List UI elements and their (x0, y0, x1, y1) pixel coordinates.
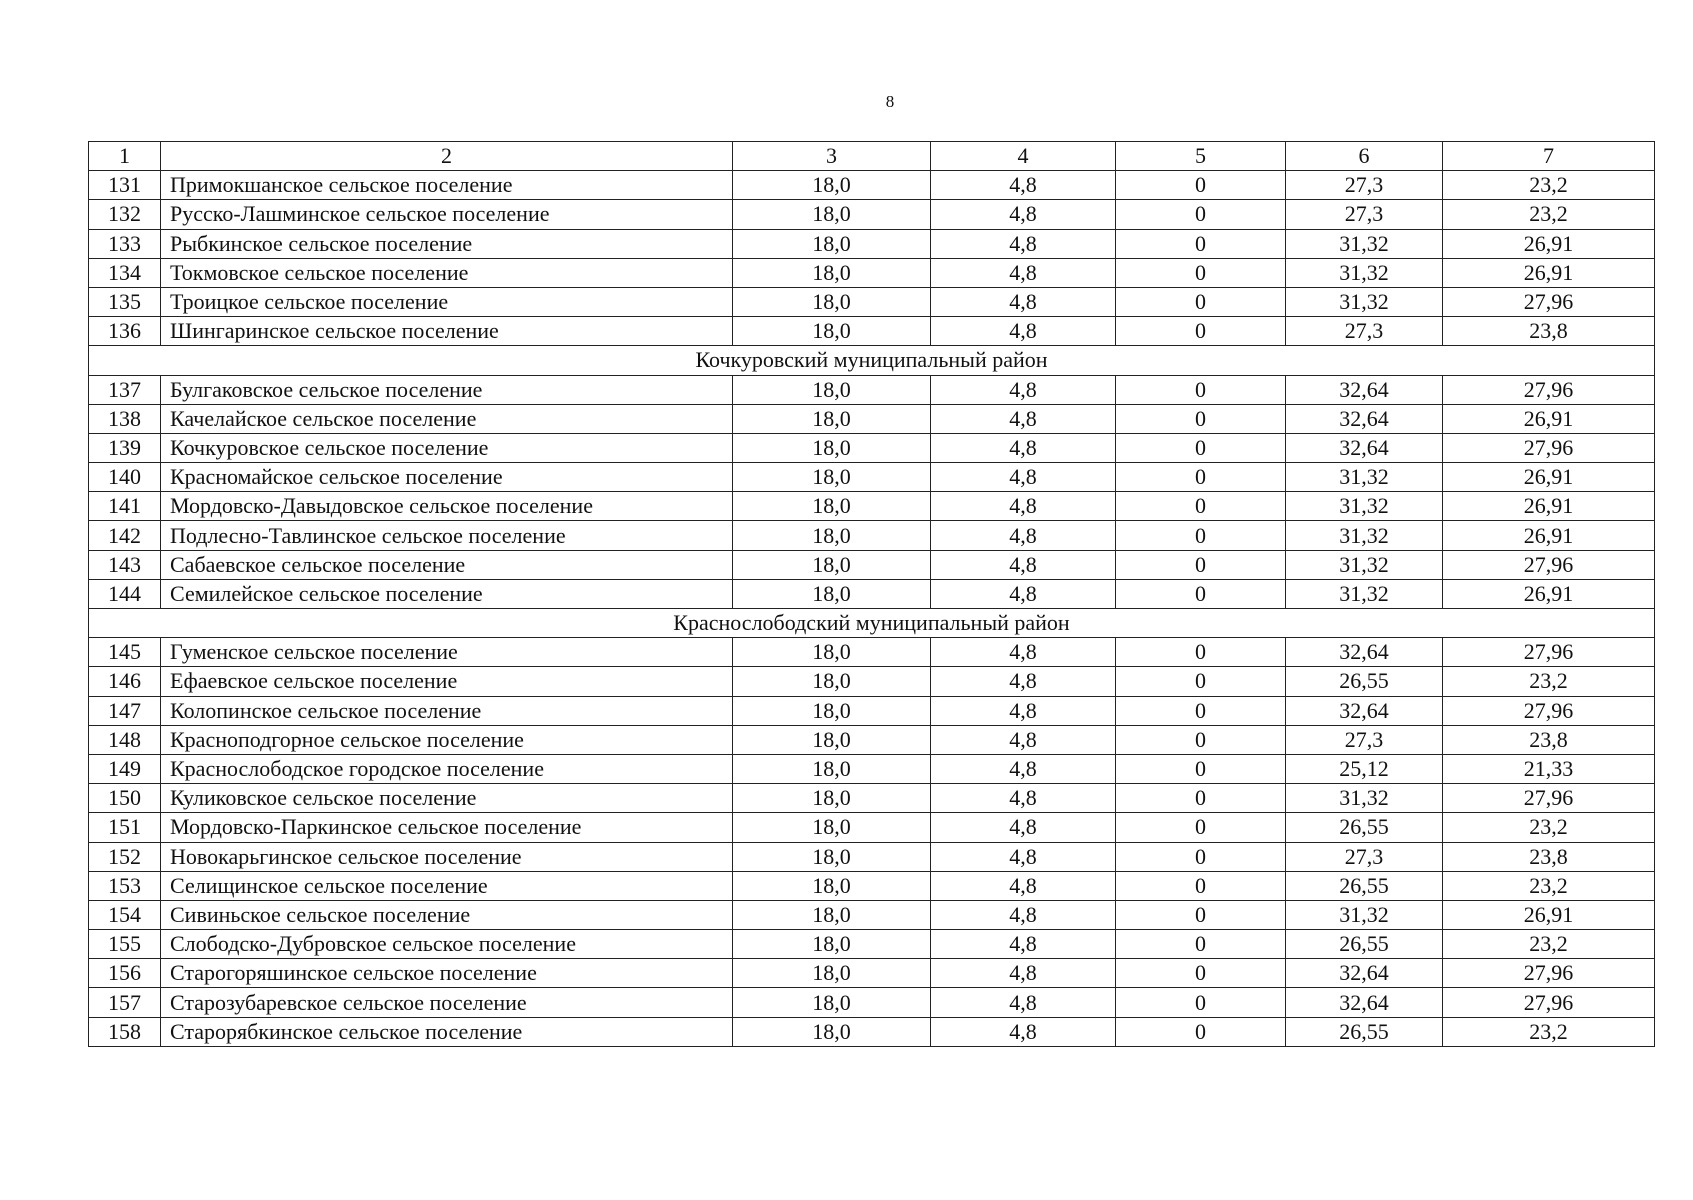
table-row (89, 988, 1655, 1017)
col6-cell: 31,32 (1286, 784, 1443, 813)
col7-cell: 26,91 (1443, 258, 1655, 287)
table-row (89, 375, 1655, 404)
col6-cell: 27,3 (1286, 200, 1443, 229)
col7-cell: 23,2 (1443, 1017, 1655, 1046)
col7-cell: 26,91 (1443, 229, 1655, 258)
col6-cell: 26,55 (1286, 813, 1443, 842)
col4-cell: 4,8 (931, 200, 1116, 229)
col7-cell: 23,8 (1443, 842, 1655, 871)
settlement-name-cell: Краснослободское городское поселение (161, 754, 733, 783)
row-number-cell: 143 (89, 550, 161, 579)
col4-cell: 4,8 (931, 784, 1116, 813)
col4-cell: 4,8 (931, 492, 1116, 521)
col4-cell: 4,8 (931, 404, 1116, 433)
col5-cell: 0 (1116, 784, 1286, 813)
row-number-cell: 144 (89, 579, 161, 608)
table-row (89, 521, 1655, 550)
col4-cell: 4,8 (931, 375, 1116, 404)
table-row (89, 871, 1655, 900)
data-table (88, 141, 1655, 1047)
col5-cell: 0 (1116, 550, 1286, 579)
row-number-cell: 152 (89, 842, 161, 871)
col6-cell: 26,55 (1286, 871, 1443, 900)
col3-cell: 18,0 (733, 1017, 931, 1046)
col5-cell: 0 (1116, 813, 1286, 842)
settlement-name-cell: Куликовское сельское поселение (161, 784, 733, 813)
row-number-cell: 135 (89, 287, 161, 316)
col3-cell: 18,0 (733, 667, 931, 696)
header-row (89, 142, 1655, 171)
table-row (89, 258, 1655, 287)
settlement-name-cell: Колопинское сельское поселение (161, 696, 733, 725)
col5-cell: 0 (1116, 404, 1286, 433)
table-row (89, 287, 1655, 316)
table-row (89, 171, 1655, 200)
table-row (89, 550, 1655, 579)
col3-cell: 18,0 (733, 988, 931, 1017)
row-number-cell: 133 (89, 229, 161, 258)
col5-cell: 0 (1116, 375, 1286, 404)
col6-cell: 31,32 (1286, 229, 1443, 258)
col6-cell: 32,64 (1286, 638, 1443, 667)
table-row (89, 725, 1655, 754)
col6-cell: 31,32 (1286, 258, 1443, 287)
col3-cell: 18,0 (733, 696, 931, 725)
col4-cell: 4,8 (931, 667, 1116, 696)
row-number-cell: 153 (89, 871, 161, 900)
col3-cell: 18,0 (733, 433, 931, 462)
settlement-name-cell: Семилейское сельское поселение (161, 579, 733, 608)
col5-cell: 0 (1116, 317, 1286, 346)
table-row (89, 754, 1655, 783)
settlement-name-cell: Новокарьгинское сельское поселение (161, 842, 733, 871)
col6-cell: 32,64 (1286, 696, 1443, 725)
col5-cell: 0 (1116, 171, 1286, 200)
header-cell: 3 (733, 142, 931, 171)
settlement-name-cell: Слободско-Дубровское сельское поселение (161, 930, 733, 959)
table-body (89, 142, 1655, 1047)
col7-cell: 26,91 (1443, 579, 1655, 608)
col4-cell: 4,8 (931, 433, 1116, 462)
header-cell: 6 (1286, 142, 1443, 171)
col3-cell: 18,0 (733, 900, 931, 929)
col4-cell: 4,8 (931, 988, 1116, 1017)
col5-cell: 0 (1116, 900, 1286, 929)
col6-cell: 31,32 (1286, 463, 1443, 492)
col3-cell: 18,0 (733, 229, 931, 258)
settlement-name-cell: Старогоряшинское сельское поселение (161, 959, 733, 988)
col4-cell: 4,8 (931, 696, 1116, 725)
col5-cell: 0 (1116, 667, 1286, 696)
row-number-cell: 136 (89, 317, 161, 346)
row-number-cell: 142 (89, 521, 161, 550)
col3-cell: 18,0 (733, 784, 931, 813)
col4-cell: 4,8 (931, 754, 1116, 783)
col6-cell: 32,64 (1286, 433, 1443, 462)
col7-cell: 26,91 (1443, 492, 1655, 521)
row-number-cell: 139 (89, 433, 161, 462)
table-row (89, 579, 1655, 608)
settlement-name-cell: Сабаевское сельское поселение (161, 550, 733, 579)
table-row (89, 784, 1655, 813)
col3-cell: 18,0 (733, 317, 931, 346)
col7-cell: 23,8 (1443, 317, 1655, 346)
settlement-name-cell: Токмовское сельское поселение (161, 258, 733, 287)
col3-cell: 18,0 (733, 287, 931, 316)
row-number-cell: 131 (89, 171, 161, 200)
settlement-name-cell: Сивиньское сельское поселение (161, 900, 733, 929)
col5-cell: 0 (1116, 959, 1286, 988)
col5-cell: 0 (1116, 463, 1286, 492)
row-number-cell: 150 (89, 784, 161, 813)
col7-cell: 21,33 (1443, 754, 1655, 783)
settlement-name-cell: Мордовско-Паркинское сельское поселение (161, 813, 733, 842)
col3-cell: 18,0 (733, 463, 931, 492)
col6-cell: 32,64 (1286, 988, 1443, 1017)
col7-cell: 23,2 (1443, 200, 1655, 229)
col4-cell: 4,8 (931, 463, 1116, 492)
col4-cell: 4,8 (931, 258, 1116, 287)
col5-cell: 0 (1116, 696, 1286, 725)
table-row (89, 959, 1655, 988)
settlement-name-cell: Качелайское сельское поселение (161, 404, 733, 433)
col5-cell: 0 (1116, 638, 1286, 667)
col7-cell: 27,96 (1443, 375, 1655, 404)
section-header-row (89, 609, 1655, 638)
col6-cell: 32,64 (1286, 375, 1443, 404)
col7-cell: 27,96 (1443, 988, 1655, 1017)
col4-cell: 4,8 (931, 171, 1116, 200)
col3-cell: 18,0 (733, 200, 931, 229)
col5-cell: 0 (1116, 754, 1286, 783)
col6-cell: 31,32 (1286, 492, 1443, 521)
row-number-cell: 149 (89, 754, 161, 783)
header-cell: 5 (1116, 142, 1286, 171)
col4-cell: 4,8 (931, 813, 1116, 842)
col4-cell: 4,8 (931, 842, 1116, 871)
table-row (89, 317, 1655, 346)
col4-cell: 4,8 (931, 550, 1116, 579)
settlement-name-cell: Селищинское сельское поселение (161, 871, 733, 900)
row-number-cell: 156 (89, 959, 161, 988)
table-row (89, 638, 1655, 667)
col7-cell: 27,96 (1443, 959, 1655, 988)
table-row (89, 842, 1655, 871)
col5-cell: 0 (1116, 871, 1286, 900)
row-number-cell: 138 (89, 404, 161, 433)
table-row (89, 492, 1655, 521)
col7-cell: 27,96 (1443, 433, 1655, 462)
col6-cell: 31,32 (1286, 579, 1443, 608)
col5-cell: 0 (1116, 988, 1286, 1017)
col6-cell: 27,3 (1286, 317, 1443, 346)
settlement-name-cell: Красномайское сельское поселение (161, 463, 733, 492)
col3-cell: 18,0 (733, 930, 931, 959)
col3-cell: 18,0 (733, 959, 931, 988)
col4-cell: 4,8 (931, 579, 1116, 608)
col7-cell: 23,2 (1443, 930, 1655, 959)
col3-cell: 18,0 (733, 404, 931, 433)
col5-cell: 0 (1116, 258, 1286, 287)
row-number-cell: 154 (89, 900, 161, 929)
section-title: Кочкуровский муниципальный район (89, 346, 1655, 375)
col6-cell: 31,32 (1286, 521, 1443, 550)
row-number-cell: 151 (89, 813, 161, 842)
col3-cell: 18,0 (733, 579, 931, 608)
col5-cell: 0 (1116, 579, 1286, 608)
settlement-name-cell: Гуменское сельское поселение (161, 638, 733, 667)
col4-cell: 4,8 (931, 317, 1116, 346)
col6-cell: 31,32 (1286, 287, 1443, 316)
row-number-cell: 140 (89, 463, 161, 492)
col7-cell: 23,2 (1443, 813, 1655, 842)
col6-cell: 25,12 (1286, 754, 1443, 783)
col7-cell: 23,2 (1443, 667, 1655, 696)
col3-cell: 18,0 (733, 375, 931, 404)
col3-cell: 18,0 (733, 492, 931, 521)
header-cell: 7 (1443, 142, 1655, 171)
col4-cell: 4,8 (931, 900, 1116, 929)
col4-cell: 4,8 (931, 725, 1116, 754)
row-number-cell: 141 (89, 492, 161, 521)
row-number-cell: 157 (89, 988, 161, 1017)
table-row (89, 463, 1655, 492)
col7-cell: 27,96 (1443, 287, 1655, 316)
col4-cell: 4,8 (931, 287, 1116, 316)
col6-cell: 32,64 (1286, 959, 1443, 988)
col7-cell: 27,96 (1443, 550, 1655, 579)
header-cell: 4 (931, 142, 1116, 171)
row-number-cell: 132 (89, 200, 161, 229)
settlement-name-cell: Шингаринское сельское поселение (161, 317, 733, 346)
settlement-name-cell: Красноподгорное сельское поселение (161, 725, 733, 754)
col6-cell: 32,64 (1286, 404, 1443, 433)
header-cell: 2 (161, 142, 733, 171)
col6-cell: 26,55 (1286, 667, 1443, 696)
table-row (89, 696, 1655, 725)
row-number-cell: 158 (89, 1017, 161, 1046)
col4-cell: 4,8 (931, 930, 1116, 959)
section-header-row (89, 346, 1655, 375)
table-row (89, 229, 1655, 258)
col4-cell: 4,8 (931, 871, 1116, 900)
col5-cell: 0 (1116, 492, 1286, 521)
col7-cell: 26,91 (1443, 900, 1655, 929)
col7-cell: 27,96 (1443, 638, 1655, 667)
table-row (89, 930, 1655, 959)
col5-cell: 0 (1116, 725, 1286, 754)
header-cell: 1 (89, 142, 161, 171)
col6-cell: 31,32 (1286, 900, 1443, 929)
table-row (89, 200, 1655, 229)
col3-cell: 18,0 (733, 725, 931, 754)
col7-cell: 27,96 (1443, 784, 1655, 813)
col7-cell: 27,96 (1443, 696, 1655, 725)
col5-cell: 0 (1116, 287, 1286, 316)
col6-cell: 31,32 (1286, 550, 1443, 579)
settlement-name-cell: Русско-Лашминское сельское поселение (161, 200, 733, 229)
col7-cell: 26,91 (1443, 521, 1655, 550)
col6-cell: 27,3 (1286, 725, 1443, 754)
settlement-name-cell: Примокшанское сельское поселение (161, 171, 733, 200)
settlement-name-cell: Ефаевское сельское поселение (161, 667, 733, 696)
col7-cell: 23,2 (1443, 171, 1655, 200)
settlement-name-cell: Троицкое сельское поселение (161, 287, 733, 316)
col5-cell: 0 (1116, 521, 1286, 550)
row-number-cell: 134 (89, 258, 161, 287)
page-number: 8 (885, 92, 895, 111)
table-row (89, 1017, 1655, 1046)
row-number-cell: 155 (89, 930, 161, 959)
settlement-name-cell: Кочкуровское сельское поселение (161, 433, 733, 462)
table-row (89, 404, 1655, 433)
row-number-cell: 147 (89, 696, 161, 725)
row-number-cell: 146 (89, 667, 161, 696)
row-number-cell: 137 (89, 375, 161, 404)
table-row (89, 433, 1655, 462)
col3-cell: 18,0 (733, 258, 931, 287)
col5-cell: 0 (1116, 433, 1286, 462)
col4-cell: 4,8 (931, 229, 1116, 258)
settlement-name-cell: Рыбкинское сельское поселение (161, 229, 733, 258)
settlement-name-cell: Старорябкинское сельское поселение (161, 1017, 733, 1046)
table-row (89, 900, 1655, 929)
col7-cell: 26,91 (1443, 463, 1655, 492)
col5-cell: 0 (1116, 200, 1286, 229)
table-row (89, 667, 1655, 696)
col4-cell: 4,8 (931, 1017, 1116, 1046)
settlement-name-cell: Подлесно-Тавлинское сельское поселение (161, 521, 733, 550)
col7-cell: 26,91 (1443, 404, 1655, 433)
col4-cell: 4,8 (931, 638, 1116, 667)
table-row (89, 813, 1655, 842)
col6-cell: 26,55 (1286, 930, 1443, 959)
settlement-name-cell: Мордовско-Давыдовское сельское поселение (161, 492, 733, 521)
col3-cell: 18,0 (733, 813, 931, 842)
settlement-name-cell: Старозубаревское сельское поселение (161, 988, 733, 1017)
col3-cell: 18,0 (733, 521, 931, 550)
col6-cell: 27,3 (1286, 171, 1443, 200)
col7-cell: 23,2 (1443, 871, 1655, 900)
col3-cell: 18,0 (733, 754, 931, 783)
col6-cell: 26,55 (1286, 1017, 1443, 1046)
col5-cell: 0 (1116, 930, 1286, 959)
col3-cell: 18,0 (733, 842, 931, 871)
col3-cell: 18,0 (733, 550, 931, 579)
row-number-cell: 145 (89, 638, 161, 667)
col5-cell: 0 (1116, 842, 1286, 871)
col4-cell: 4,8 (931, 521, 1116, 550)
col3-cell: 18,0 (733, 871, 931, 900)
col3-cell: 18,0 (733, 638, 931, 667)
settlement-name-cell: Булгаковское сельское поселение (161, 375, 733, 404)
col7-cell: 23,8 (1443, 725, 1655, 754)
col4-cell: 4,8 (931, 959, 1116, 988)
col6-cell: 27,3 (1286, 842, 1443, 871)
col5-cell: 0 (1116, 229, 1286, 258)
col3-cell: 18,0 (733, 171, 931, 200)
row-number-cell: 148 (89, 725, 161, 754)
col5-cell: 0 (1116, 1017, 1286, 1046)
section-title: Краснослободский муниципальный район (89, 609, 1655, 638)
